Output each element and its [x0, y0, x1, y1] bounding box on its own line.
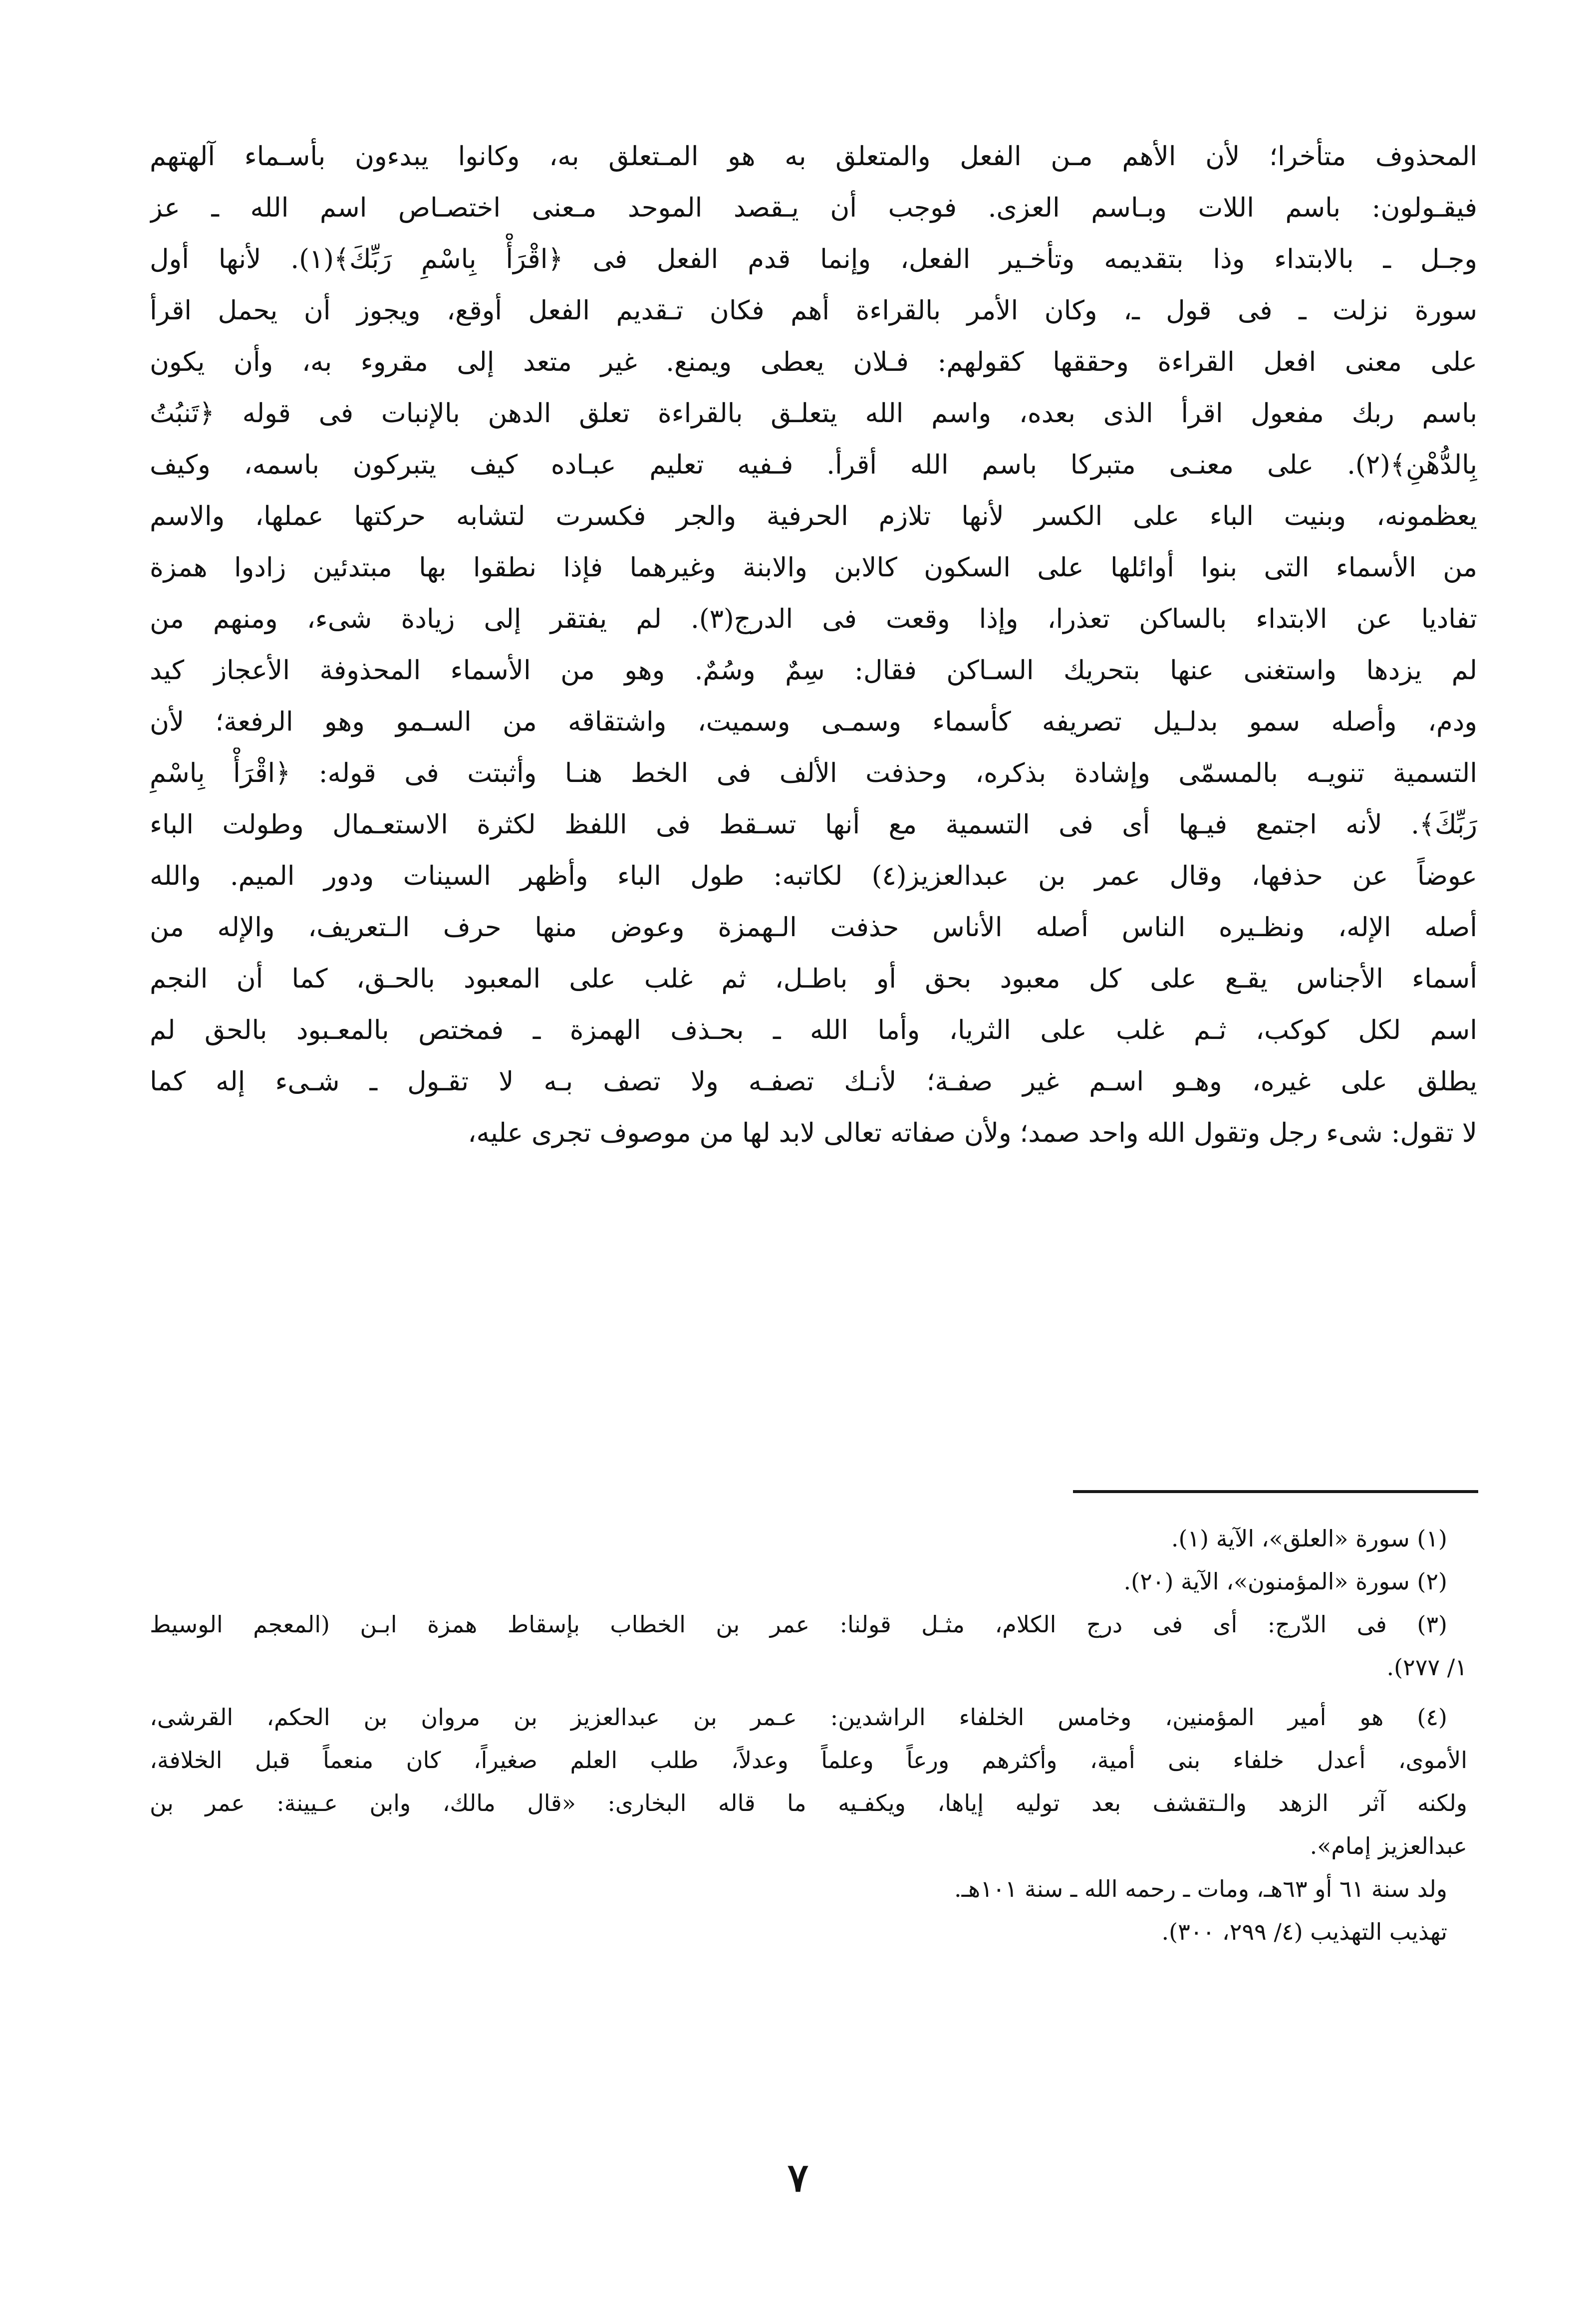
footnote-line: تهذيب التهذيب (٤/ ٢٩٩، ٣٠٠). [1161, 1918, 1447, 1945]
text-line: فيقـولون: باسم اللات وبـاسم العزى. فوجب أن يـقصد الموحد مـعنى اختصـاص اسم الله ـ عز [150, 193, 1477, 223]
footnote-line: ولد سنة ٦١ أو ٦٣هـ، ومات ـ رحمه الله ـ سنة ١٠١هـ. [954, 1875, 1447, 1902]
text-line: يعظمونه، وبنيت الباء على الكسر لأنها تلازم الحرفية والجر فكسرت لتشابه حركتها عملها، والاسم [150, 501, 1477, 531]
text-line: اسم لكل كوكب، ثـم غلب على الثريا، وأما الله ـ بحـذف الهمزة ـ فمختص بالمعـبود بالحق لم [150, 1015, 1477, 1045]
footnote-separator [1073, 1490, 1478, 1493]
footnote-line: ١/ ٢٧٧). [1386, 1654, 1467, 1681]
text-line: من الأسماء التى بنوا أوائلها على السكون كالابن والابنة وغيرهما فإذا نطقوا بها مبتدئين زادوا همزة [150, 552, 1477, 583]
footnote-line: ولكنه آثر الزهد والـتقشف بعد توليه إياها، ويكفـيه ما قاله البخارى: «قال مالك، وابن عـيينة: عمر بن [150, 1790, 1467, 1816]
footnote-line: (٤) هو أمير المؤمنين، وخامس الخلفاء الراشدين: عـمر بن عبدالعزيز بن مروان بن الحكم، القرشى، [150, 1704, 1447, 1731]
text-line: لا تقول: شىء رجل وتقول الله واحد صمد؛ ولأن صفاته تعالى لابد لها من موصوف تجرى عليه، [468, 1118, 1477, 1148]
footnote-line: الأموى، أعدل خلفاء بنى أمية، وأكثرهم ورعاً وعلماً وعدلاً، طلب العلم صغيراً، كان منعماً قبل الخلافة، [150, 1747, 1467, 1774]
text-line: رَبِّكَ﴾. لأنه اجتمع فيـها أى فى التسمية مع أنها تسـقط فى اللفظ لكثرة الاستعـمال وطولت الباء [150, 809, 1477, 840]
text-line: أصله الإله، ونظـيره الناس أصله الأناس حذفت الـهمزة وعوض منها حرف الـتعريف، والإله من [150, 912, 1477, 943]
footnote-line: (٢) سورة «المؤمنون»، الآية (٢٠). [1123, 1568, 1447, 1595]
footnote-line: (١) سورة «العلق»، الآية (١). [1171, 1525, 1447, 1552]
footnotes [150, 1517, 1467, 1953]
text-line: عوضاً عن حذفها، وقال عمر بن عبدالعزيز(٤) لكاتبه: طول الباء وأظهر السينات ودور الميم. والله [150, 861, 1477, 891]
text-line: التسمية تنويـه بالمسمّى وإشادة بذكره، وحذفت الألف فى الخط هنـا وأثبتت فى قوله: ﴿اقْرَأْ بِاسْمِ [150, 758, 1477, 788]
text-line: بِالدُّهْنِ﴾(٢). على معنـى متبركا باسم الله أقرأ. فـفيه تعليم عبـاده كيف يتبركون باسمه، وكيف [150, 450, 1477, 480]
page-number: ٧ [788, 2155, 808, 2201]
text-line: أسماء الأجناس يقـع على كل معبود بحق أو باطـل، ثم غلب على المعبود بالحـق، كما أن النجم [150, 964, 1477, 994]
text-line: سورة نزلت ـ فى قول ـ، وكان الأمر بالقراءة أهم فكان تـقديم الفعل أوقع، ويجوز أن يحمل اقرأ [150, 295, 1477, 326]
text-line: ودم، وأصله سمو بدلـيل تصريفه كأسماء وسمـى وسميت، واشتقاقه من السـمو وهو الرفعة؛ لأن [150, 707, 1477, 737]
main-text [150, 131, 1477, 1159]
text-line: يطلق على غيره، وهـو اسـم غير صفـة؛ لأنـك تصفـه ولا تصف بـه لا تقـول ـ شـىء إله كما [150, 1066, 1477, 1097]
text-line: المحذوف متأخرا؛ لأن الأهم مـن الفعل والمتعلق به هو المـتعلق به، وكانوا يبدءون بأسـماء آلهتهم [150, 141, 1477, 172]
text-line: على معنى افعل القراءة وحققها كقولهم: فـلان يعطى ويمنع. غير متعد إلى مقروء به، وأن يكون [150, 347, 1477, 377]
text-line: وجـل ـ بالابتداء وذا بتقديمه وتأخـير الفعل، وإنما قدم الفعل فى ﴿اقْرَأْ بِاسْمِ رَبِّكَ﴾(١). لأنها أول [150, 244, 1477, 274]
text-line: لم يزدها واستغنى عنها بتحريك السـاكن فقال: سِمٌ وسُمٌ. وهو من الأسماء المحذوفة الأعجاز كيد [150, 655, 1477, 686]
text-line: باسم ربك مفعول اقرأ الذى بعده، واسم الله يتعلـق بالقراءة تعلق الدهن بالإنبات فى قوله ﴿تَنبُتُ [150, 398, 1477, 429]
footnote-line: عبدالعزيز إمام». [1310, 1832, 1467, 1859]
footnote-line: (٣) فى الدّرج: أى فى درج الكلام، مثـل قولنا: عمر بن الخطاب بإسقاط همزة ابـن (المعجم الوسيط [150, 1611, 1447, 1638]
text-line: تفاديا عن الابتداء بالساكن تعذرا، وإذا وقعت فى الدرج(٣). لم يفتقر إلى زيادة شىء، ومنهم من [150, 604, 1477, 634]
